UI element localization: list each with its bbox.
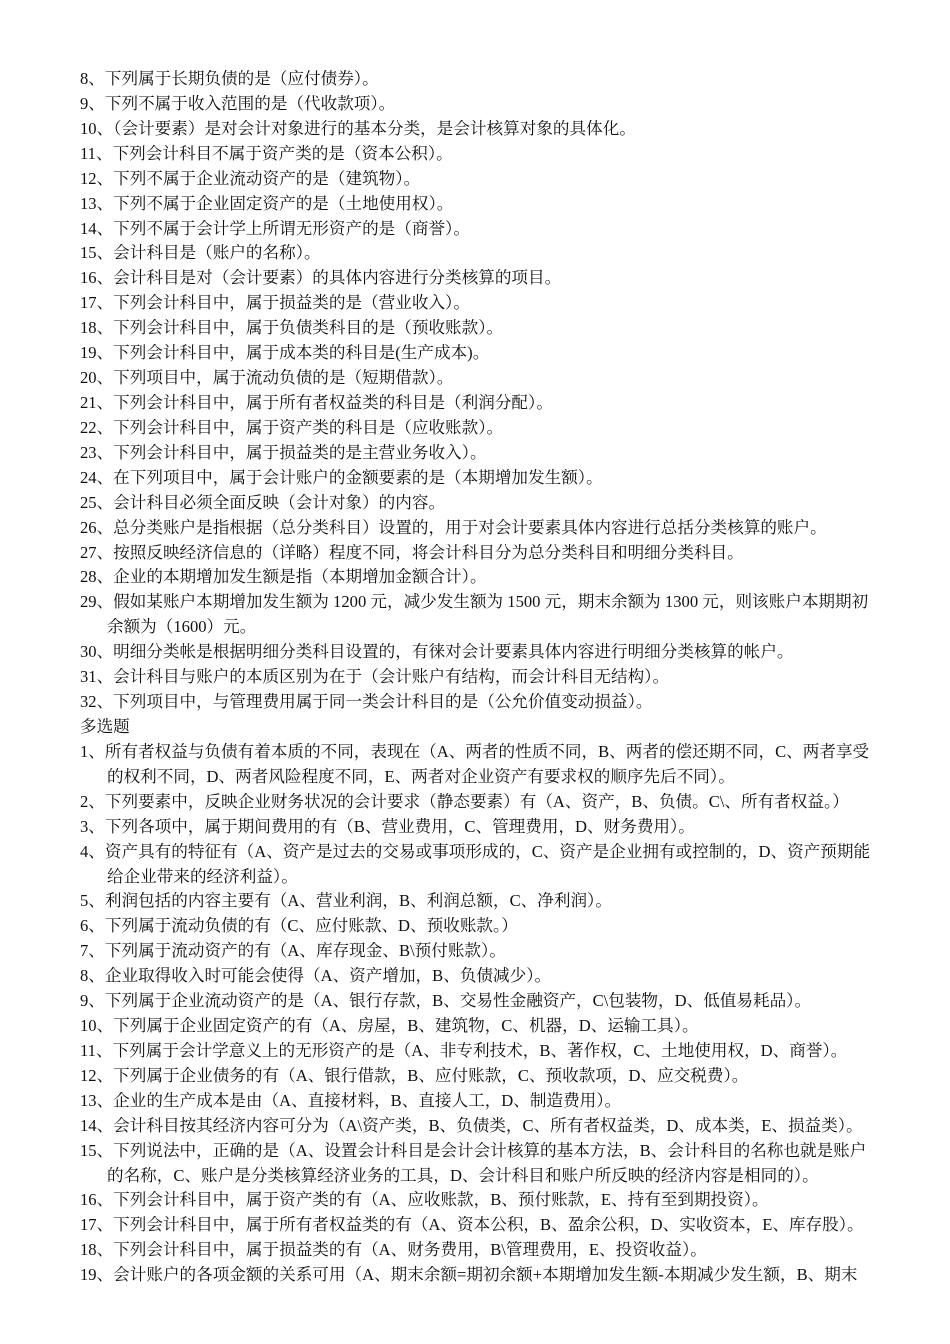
question-item <box>80 640 890 665</box>
question-line: 15、会计科目是（账户的名称）。 <box>80 243 321 263</box>
question-item <box>80 1089 890 1114</box>
question-item <box>80 491 890 516</box>
question-item <box>80 939 890 964</box>
question-line: 7、下列属于流动资产的有（A、库存现金、B\预付账款）。 <box>80 941 506 961</box>
question-item <box>80 790 890 815</box>
question-line: 2、下列要素中，反映企业财务状况的会计要求（静态要素）有（A、资产，B、负债。C\、所有者权益。） <box>80 791 849 811</box>
question-line: 22、下列会计科目中，属于资产类的科目是（应收账款）。 <box>80 417 504 437</box>
question-item <box>80 964 890 989</box>
question-item <box>80 92 890 117</box>
question-line: 9、下列属于企业流动资产的是（A、银行存款，B、交易性金融资产，C\包装物，D、低值易耗品）。 <box>80 991 812 1011</box>
question-item <box>80 241 890 266</box>
question-item <box>80 167 890 192</box>
question-list <box>80 67 890 1288</box>
question-line: 10、（会计要素）是对会计对象进行的基本分类，是会计核算对象的具体化。 <box>80 118 636 138</box>
multiple-choice-section <box>80 740 890 1288</box>
question-item <box>80 466 890 491</box>
question-item <box>80 740 890 790</box>
question-item <box>80 192 890 217</box>
question-item <box>80 441 890 466</box>
question-item <box>80 1213 890 1238</box>
question-item <box>80 516 890 541</box>
question-line: 21、下列会计科目中，属于所有者权益类的科目是（利润分配）。 <box>80 392 553 412</box>
question-item <box>80 565 890 590</box>
question-item <box>80 889 890 914</box>
question-item <box>80 341 890 366</box>
question-item <box>80 690 890 715</box>
question-line: 12、下列不属于企业流动资产的是（建筑物）。 <box>80 168 421 188</box>
question-item <box>80 366 890 391</box>
question-item <box>80 590 890 640</box>
question-item <box>80 989 890 1014</box>
question-line: 18、下列会计科目中，属于负债类科目的是（预收账款）。 <box>80 318 504 338</box>
question-line: 4、资产具有的特征有（A、资产是过去的交易或事项形成的，C、资产是企业拥有或控制的，D、资产预期能 <box>80 841 871 861</box>
question-item <box>80 1238 890 1263</box>
question-item <box>80 1139 890 1189</box>
question-line: 11、下列会计科目不属于资产类的是（资本公积）。 <box>80 143 453 163</box>
question-item <box>80 416 890 441</box>
question-line: 29、假如某账户本期增加发生额为 1200 元，减少发生额为 1500 元，期末余额为 1300 元，则该账户本期期初 <box>80 592 869 612</box>
question-continuation-line: 的名称，C、账户是分类核算经济业务的工具，D、会计科目和账户所反映的经济内容是相同的）。 <box>107 1165 819 1185</box>
question-item <box>80 840 890 890</box>
question-line: 1、所有者权益与负债有着本质的不同，表现在（A、两者的性质不同，B、两者的偿还期不同，C、两者享受 <box>80 741 870 761</box>
question-item <box>80 914 890 939</box>
question-item <box>80 665 890 690</box>
question-line: 5、利润包括的内容主要有（A、营业利润，B、利润总额，C、净利润）。 <box>80 891 612 911</box>
question-line: 12、下列属于企业债务的有（A、银行借款，B、应付账款，C、预收款项，D、应交税费）。 <box>80 1065 749 1085</box>
question-line: 26、总分类账户是指根据（总分类科目）设置的，用于对会计要素具体内容进行总括分类核算的账户。 <box>80 517 827 537</box>
question-line: 31、会计科目与账户的本质区别为在于（会计账户有结构，而会计科目无结构）。 <box>80 667 670 687</box>
question-item <box>80 1263 890 1288</box>
question-line: 6、下列属于流动负债的有（C、应付账款、D、预收账款。） <box>80 916 518 936</box>
single-choice-section <box>80 67 890 715</box>
question-line: 10、下列属于企业固定资产的有（A、房屋，B、建筑物，C、机器，D、运输工具）。 <box>80 1016 699 1036</box>
question-line: 8、下列属于长期负债的是（应付债券）。 <box>80 69 379 88</box>
question-line: 14、会计科目按其经济内容可分为（A\资产类，B、负债类，C、所有者权益类，D、成本类，E、损益类）。 <box>80 1115 863 1135</box>
question-continuation-line: 的权利不同，D、两者风险程度不同，E、两者对企业资产有要求权的顺序先后不同）。 <box>107 766 735 786</box>
question-item <box>80 1039 890 1064</box>
question-line: 8、企业取得收入时可能会使得（A、资产增加，B、负债减少）。 <box>80 966 552 986</box>
question-item <box>80 266 890 291</box>
question-line: 16、会计科目是对（会计要素）的具体内容进行分类核算的项目。 <box>80 268 562 288</box>
question-line: 11、下列属于会计学意义上的无形资产的是（A、非专利技术，B、著作权，C、土地使用权，D、商誉）。 <box>80 1040 848 1060</box>
question-continuation-line: 给企业带来的经济利益）。 <box>107 866 298 886</box>
question-item <box>80 1188 890 1213</box>
question-line: 19、下列会计科目中，属于成本类的科目是(生产成本)。 <box>80 343 490 363</box>
question-line: 18、下列会计科目中，属于损益类的有（A、财务费用，B\管理费用，E、投资收益）。 <box>80 1240 707 1260</box>
question-line: 15、下列说法中，正确的是（A、设置会计科目是会计会计核算的基本方法，B、会计科目的名称也就是账户 <box>80 1140 867 1160</box>
question-line: 20、下列项目中，属于流动负债的是（短期借款）。 <box>80 368 454 388</box>
question-item <box>80 541 890 566</box>
question-item <box>80 217 890 242</box>
question-line: 14、下列不属于会计学上所谓无形资产的是（商誉）。 <box>80 218 470 238</box>
question-line: 25、会计科目必须全面反映（会计对象）的内容。 <box>80 492 446 512</box>
question-line: 17、下列会计科目中，属于所有者权益类的有（A、资本公积，B、盈余公积，D、实收资本，E、库存股）。 <box>80 1215 864 1235</box>
question-item <box>80 142 890 167</box>
question-item <box>80 291 890 316</box>
question-item <box>80 1114 890 1139</box>
question-item <box>80 391 890 416</box>
question-continuation-line: 余额为（1600）元。 <box>107 617 257 637</box>
question-line: 27、按照反映经济信息的（详略）程度不同，将会计科目分为总分类科目和明细分类科目。 <box>80 542 744 562</box>
question-item <box>80 316 890 341</box>
question-line: 9、下列不属于收入范围的是（代收款项）。 <box>80 93 396 113</box>
question-line: 19、会计账户的各项金额的关系可用（A、期末余额=期初余额+本期增加发生额-本期减少发生额，B、期末 <box>80 1265 858 1285</box>
question-item <box>80 1014 890 1039</box>
question-line: 24、在下列项目中，属于会计账户的金额要素的是（本期增加发生额）。 <box>80 467 603 487</box>
question-item <box>80 1064 890 1089</box>
question-item <box>80 815 890 840</box>
question-line: 16、下列会计科目中，属于资产类的有（A、应收账款，B、预付账款，E、持有至到期投资）。 <box>80 1190 769 1210</box>
question-line: 32、下列项目中，与管理费用属于同一类会计科目的是（公允价值变动损益）。 <box>80 692 653 712</box>
question-line: 17、下列会计科目中，属于损益类的是（营业收入）。 <box>80 293 470 313</box>
question-line: 28、企业的本期增加发生额是指（本期增加金额合计）。 <box>80 567 487 587</box>
question-line: 3、下列各项中，属于期间费用的有（B、营业费用，C、管理费用，D、财务费用）。 <box>80 816 695 836</box>
question-line: 13、企业的生产成本是由（A、直接材料，B、直接人工，D、制造费用）。 <box>80 1090 622 1110</box>
question-line: 30、明细分类帐是根据明细分类科目设置的，有徕对会计要素具体内容进行明细分类核算的帐户。 <box>80 642 794 662</box>
question-item <box>80 117 890 142</box>
question-line: 13、下列不属于企业固定资产的是（土地使用权）。 <box>80 193 454 213</box>
section-heading-multiple-choice: 多选题 <box>80 716 130 736</box>
question-item <box>80 67 890 92</box>
question-line: 23、下列会计科目中，属于损益类的是主营业务收入）。 <box>80 442 487 462</box>
